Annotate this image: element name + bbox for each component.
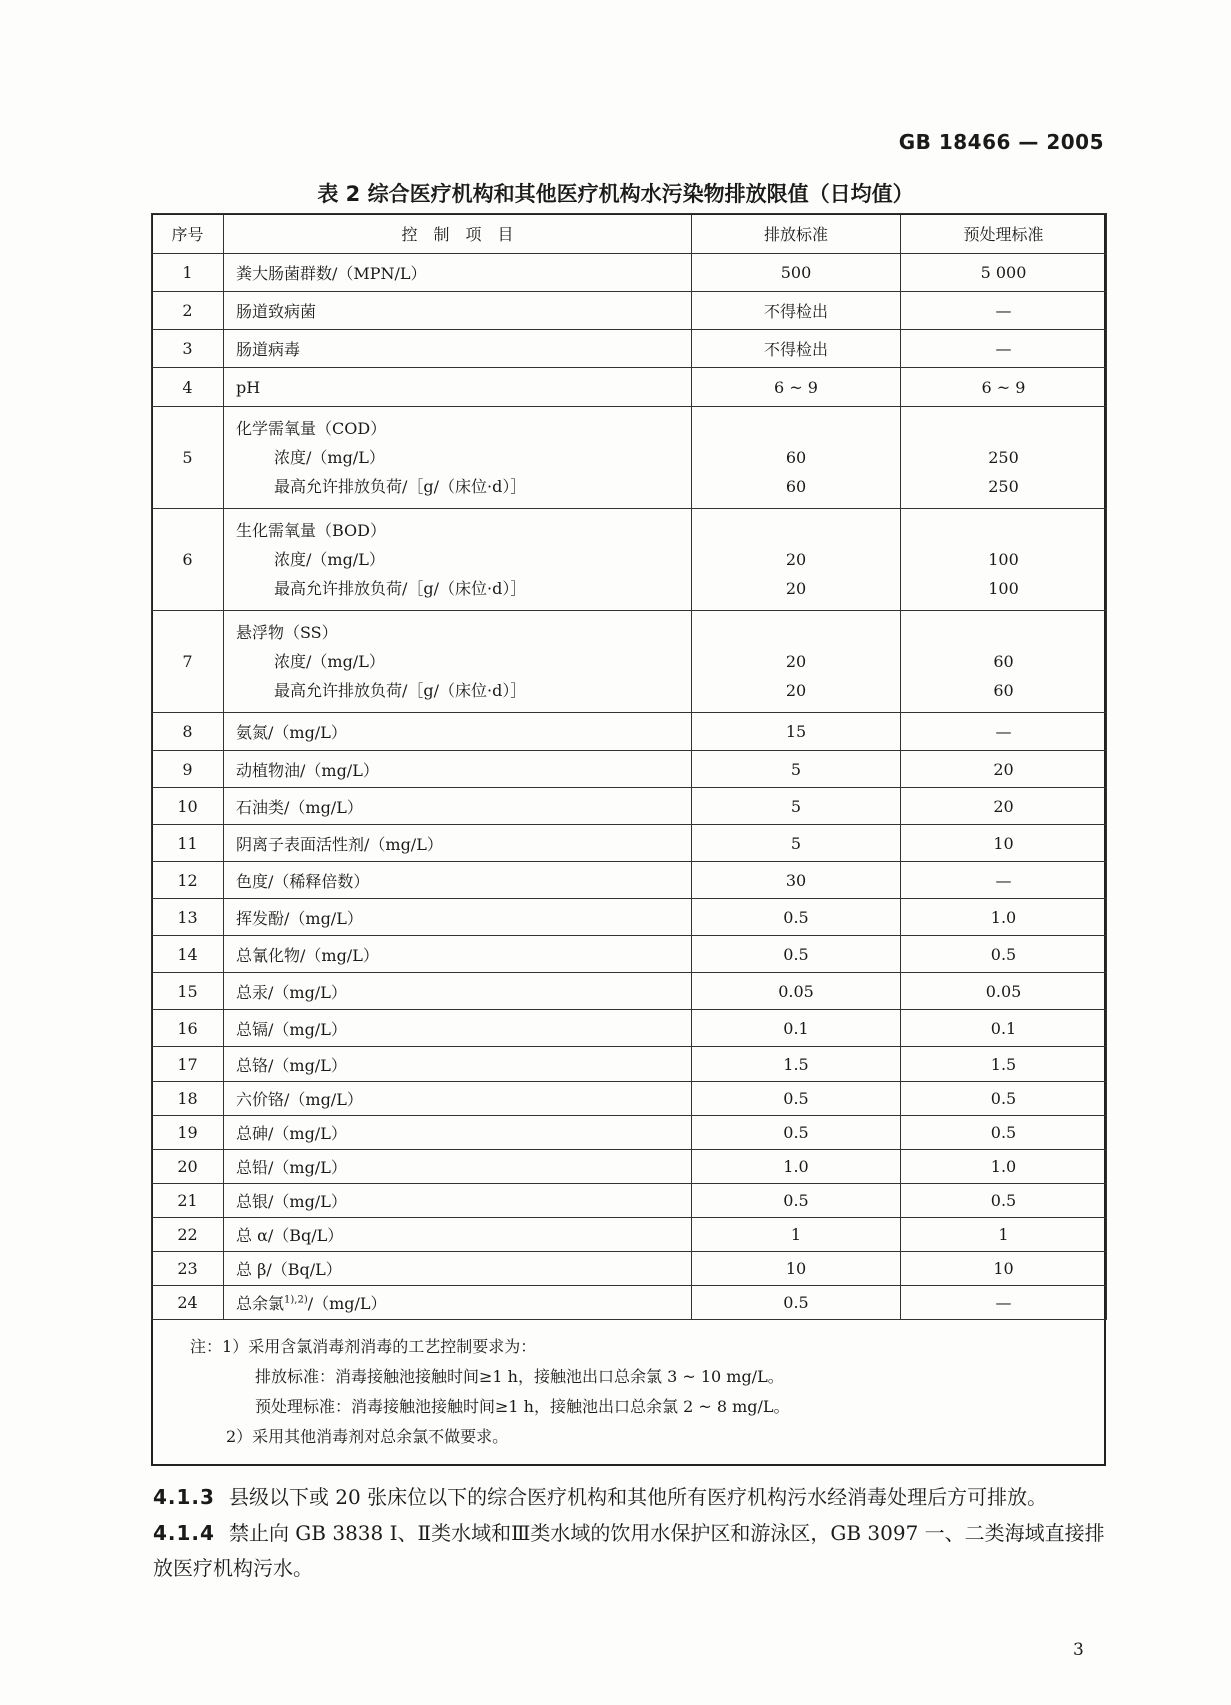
note-label: 注： <box>190 1337 223 1356</box>
row-item <box>224 611 692 713</box>
table-row <box>152 899 1107 936</box>
table-row <box>152 509 1107 611</box>
sub-value: 60 <box>993 681 1014 700</box>
row-discharge: 0.5 <box>692 1286 901 1320</box>
row-no: 11 <box>152 825 224 862</box>
row-no: 24 <box>152 1286 224 1320</box>
row-discharge: 30 <box>692 862 901 899</box>
row-no: 14 <box>152 936 224 973</box>
row-discharge: 不得检出 <box>692 330 901 368</box>
col-header-discharge: 排放标准 <box>692 214 901 254</box>
sub-item: 浓度/（mg/L） <box>274 448 385 467</box>
row-no: 23 <box>152 1252 224 1286</box>
table-row <box>152 713 1107 751</box>
row-no: 4 <box>152 368 224 407</box>
row-discharge: 0.5 <box>692 1082 901 1116</box>
row-no: 2 <box>152 292 224 330</box>
row-item: pH <box>224 368 692 407</box>
row-discharge <box>692 407 901 509</box>
row-pretreat: — <box>901 1286 1107 1320</box>
row-no: 6 <box>152 509 224 611</box>
row-discharge: 0.05 <box>692 973 901 1010</box>
row-item: 总砷/（mg/L） <box>224 1116 692 1150</box>
row-no: 9 <box>152 751 224 788</box>
note-2: 2）采用其他消毒剂对总余氯不做要求。 <box>226 1427 509 1446</box>
sub-item: 最高允许排放负荷/［g/（床位·d）］ <box>274 579 527 598</box>
row-no: 1 <box>152 254 224 292</box>
row-pretreat: 1 <box>901 1218 1107 1252</box>
row-pretreat: — <box>901 292 1107 330</box>
row-pretreat: 0.5 <box>901 1116 1107 1150</box>
clause-4-1-3 <box>153 1480 1113 1515</box>
row-discharge: 15 <box>692 713 901 751</box>
row-discharge: 不得检出 <box>692 292 901 330</box>
row-pretreat: 20 <box>901 751 1107 788</box>
sub-value: 250 <box>988 477 1019 496</box>
row-pretreat: 0.5 <box>901 1082 1107 1116</box>
sub-item: 浓度/（mg/L） <box>274 652 385 671</box>
row-item: 肠道病毒 <box>224 330 692 368</box>
table-row <box>152 292 1107 330</box>
table-row <box>152 936 1107 973</box>
sub-value: 20 <box>785 681 807 700</box>
row-item: 挥发酚/（mg/L） <box>224 899 692 936</box>
table-row <box>152 1047 1107 1082</box>
clause-4-1-4 <box>153 1516 1113 1586</box>
row-item-unit: /（mg/L） <box>307 1294 387 1313</box>
emission-limits-table <box>151 213 1107 1320</box>
footnote-ref: 1),2) <box>284 1294 308 1306</box>
row-pretreat: 10 <box>901 825 1107 862</box>
table-row <box>152 1082 1107 1116</box>
row-discharge: 1.0 <box>692 1150 901 1184</box>
clause-text: 县级以下或 20 张床位以下的综合医疗机构和其他所有医疗机构污水经消毒处理后方可排放。 <box>228 1485 1048 1509</box>
row-pretreat: 0.1 <box>901 1010 1107 1047</box>
table-row <box>152 862 1107 899</box>
row-discharge: 1 <box>692 1218 901 1252</box>
row-no: 10 <box>152 788 224 825</box>
row-discharge: 10 <box>692 1252 901 1286</box>
table-row <box>152 973 1107 1010</box>
row-item: 总镉/（mg/L） <box>224 1010 692 1047</box>
sub-value: 100 <box>988 550 1019 569</box>
row-pretreat <box>901 611 1107 713</box>
table-notes <box>190 1332 790 1452</box>
clause-text: 禁止向 GB 3838 Ⅰ、Ⅱ类水域和Ⅲ类水域的饮用水保护区和游泳区，GB 3097 一、二类海域直接排放医疗机构污水。 <box>153 1521 1105 1580</box>
row-pretreat: 6 ~ 9 <box>901 368 1107 407</box>
group-title: 化学需氧量（COD） <box>236 419 387 438</box>
note-1: 注：1）采用含氯消毒剂消毒的工艺控制要求为： <box>190 1337 537 1356</box>
col-header-pretreat: 预处理标准 <box>901 214 1107 254</box>
table-title: 表 2 综合医疗机构和其他医疗机构水污染物排放限值（日均值） <box>317 182 914 206</box>
row-discharge: 0.1 <box>692 1010 901 1047</box>
row-pretreat: 1.5 <box>901 1047 1107 1082</box>
table-row <box>152 788 1107 825</box>
row-no: 22 <box>152 1218 224 1252</box>
row-discharge: 1.5 <box>692 1047 901 1082</box>
row-no: 20 <box>152 1150 224 1184</box>
row-pretreat: 10 <box>901 1252 1107 1286</box>
row-pretreat: 0.5 <box>901 1184 1107 1218</box>
row-item: 总氰化物/（mg/L） <box>224 936 692 973</box>
row-discharge: 0.5 <box>692 1184 901 1218</box>
row-no: 13 <box>152 899 224 936</box>
row-no: 3 <box>152 330 224 368</box>
table-row <box>152 1286 1107 1320</box>
row-discharge: 5 <box>692 825 901 862</box>
row-item: 粪大肠菌群数/（MPN/L） <box>224 254 692 292</box>
row-discharge: 6 ~ 9 <box>692 368 901 407</box>
sub-value: 20 <box>785 550 807 569</box>
page-number: 3 <box>1073 1640 1084 1660</box>
sub-value: 60 <box>785 477 807 496</box>
row-item <box>224 509 692 611</box>
row-item: 总汞/（mg/L） <box>224 973 692 1010</box>
row-item-text: 总余氯 <box>236 1294 285 1313</box>
row-no: 15 <box>152 973 224 1010</box>
row-no: 8 <box>152 713 224 751</box>
row-pretreat: — <box>901 330 1107 368</box>
table-row <box>152 407 1107 509</box>
row-no: 5 <box>152 407 224 509</box>
row-item: 总铬/（mg/L） <box>224 1047 692 1082</box>
table-row <box>152 1010 1107 1047</box>
row-item: 总银/（mg/L） <box>224 1184 692 1218</box>
row-no: 12 <box>152 862 224 899</box>
sub-item: 最高允许排放负荷/［g/（床位·d）］ <box>274 681 527 700</box>
table-row <box>152 1150 1107 1184</box>
sub-item: 最高允许排放负荷/［g/（床位·d）］ <box>274 477 527 496</box>
table-row <box>152 254 1107 292</box>
row-discharge: 5 <box>692 751 901 788</box>
clause-number: 4.1.3 <box>153 1485 215 1509</box>
row-item: 动植物油/（mg/L） <box>224 751 692 788</box>
row-item: 氨氮/（mg/L） <box>224 713 692 751</box>
sub-value: 60 <box>785 448 807 467</box>
table-row <box>152 1252 1107 1286</box>
row-discharge: 0.5 <box>692 936 901 973</box>
table-row <box>152 611 1107 713</box>
row-item: 总 α/（Bq/L） <box>224 1218 692 1252</box>
row-item <box>224 1286 692 1320</box>
table-header-row <box>152 214 1107 254</box>
row-no: 19 <box>152 1116 224 1150</box>
row-pretreat: — <box>901 713 1107 751</box>
row-pretreat: — <box>901 862 1107 899</box>
row-no: 17 <box>152 1047 224 1082</box>
col-header-item: 控 制 项 目 <box>224 214 692 254</box>
table-row <box>152 751 1107 788</box>
standard-code: GB 18466 — 2005 <box>898 130 1104 154</box>
row-item <box>224 407 692 509</box>
sub-value: 60 <box>993 652 1014 671</box>
row-pretreat: 0.05 <box>901 973 1107 1010</box>
row-discharge: 0.5 <box>692 1116 901 1150</box>
clause-number: 4.1.4 <box>153 1521 215 1545</box>
row-discharge <box>692 611 901 713</box>
table-row <box>152 1218 1107 1252</box>
row-discharge: 500 <box>692 254 901 292</box>
sub-value: 100 <box>988 579 1019 598</box>
row-item: 总 β/（Bq/L） <box>224 1252 692 1286</box>
note-1a: 排放标准：消毒接触池接触时间≥1 h，接触池出口总余氯 3 ~ 10 mg/L。 <box>255 1367 784 1386</box>
sub-item: 浓度/（mg/L） <box>274 550 385 569</box>
note-1b: 预处理标准：消毒接触池接触时间≥1 h，接触池出口总余氯 2 ~ 8 mg/L。 <box>255 1397 790 1416</box>
row-no: 16 <box>152 1010 224 1047</box>
row-pretreat: 1.0 <box>901 1150 1107 1184</box>
row-discharge: 5 <box>692 788 901 825</box>
row-no: 18 <box>152 1082 224 1116</box>
group-title: 悬浮物（SS） <box>236 623 338 642</box>
row-no: 7 <box>152 611 224 713</box>
sub-value: 20 <box>785 579 807 598</box>
col-header-no: 序号 <box>152 214 224 254</box>
table-row <box>152 330 1107 368</box>
row-item: 色度/（稀释倍数） <box>224 862 692 899</box>
row-pretreat: 1.0 <box>901 899 1107 936</box>
table-row <box>152 368 1107 407</box>
row-item: 六价铬/（mg/L） <box>224 1082 692 1116</box>
row-pretreat: 5 000 <box>901 254 1107 292</box>
sub-value: 250 <box>988 448 1019 467</box>
group-title: 生化需氧量（BOD） <box>236 521 387 540</box>
row-pretreat <box>901 509 1107 611</box>
row-pretreat <box>901 407 1107 509</box>
row-no: 21 <box>152 1184 224 1218</box>
row-discharge: 0.5 <box>692 899 901 936</box>
row-item: 阴离子表面活性剂/（mg/L） <box>224 825 692 862</box>
row-discharge <box>692 509 901 611</box>
table-row <box>152 825 1107 862</box>
table-row <box>152 1184 1107 1218</box>
sub-value: 20 <box>785 652 807 671</box>
table-row <box>152 1116 1107 1150</box>
row-pretreat: 20 <box>901 788 1107 825</box>
row-item: 肠道致病菌 <box>224 292 692 330</box>
row-item: 石油类/（mg/L） <box>224 788 692 825</box>
row-item: 总铅/（mg/L） <box>224 1150 692 1184</box>
row-pretreat: 0.5 <box>901 936 1107 973</box>
